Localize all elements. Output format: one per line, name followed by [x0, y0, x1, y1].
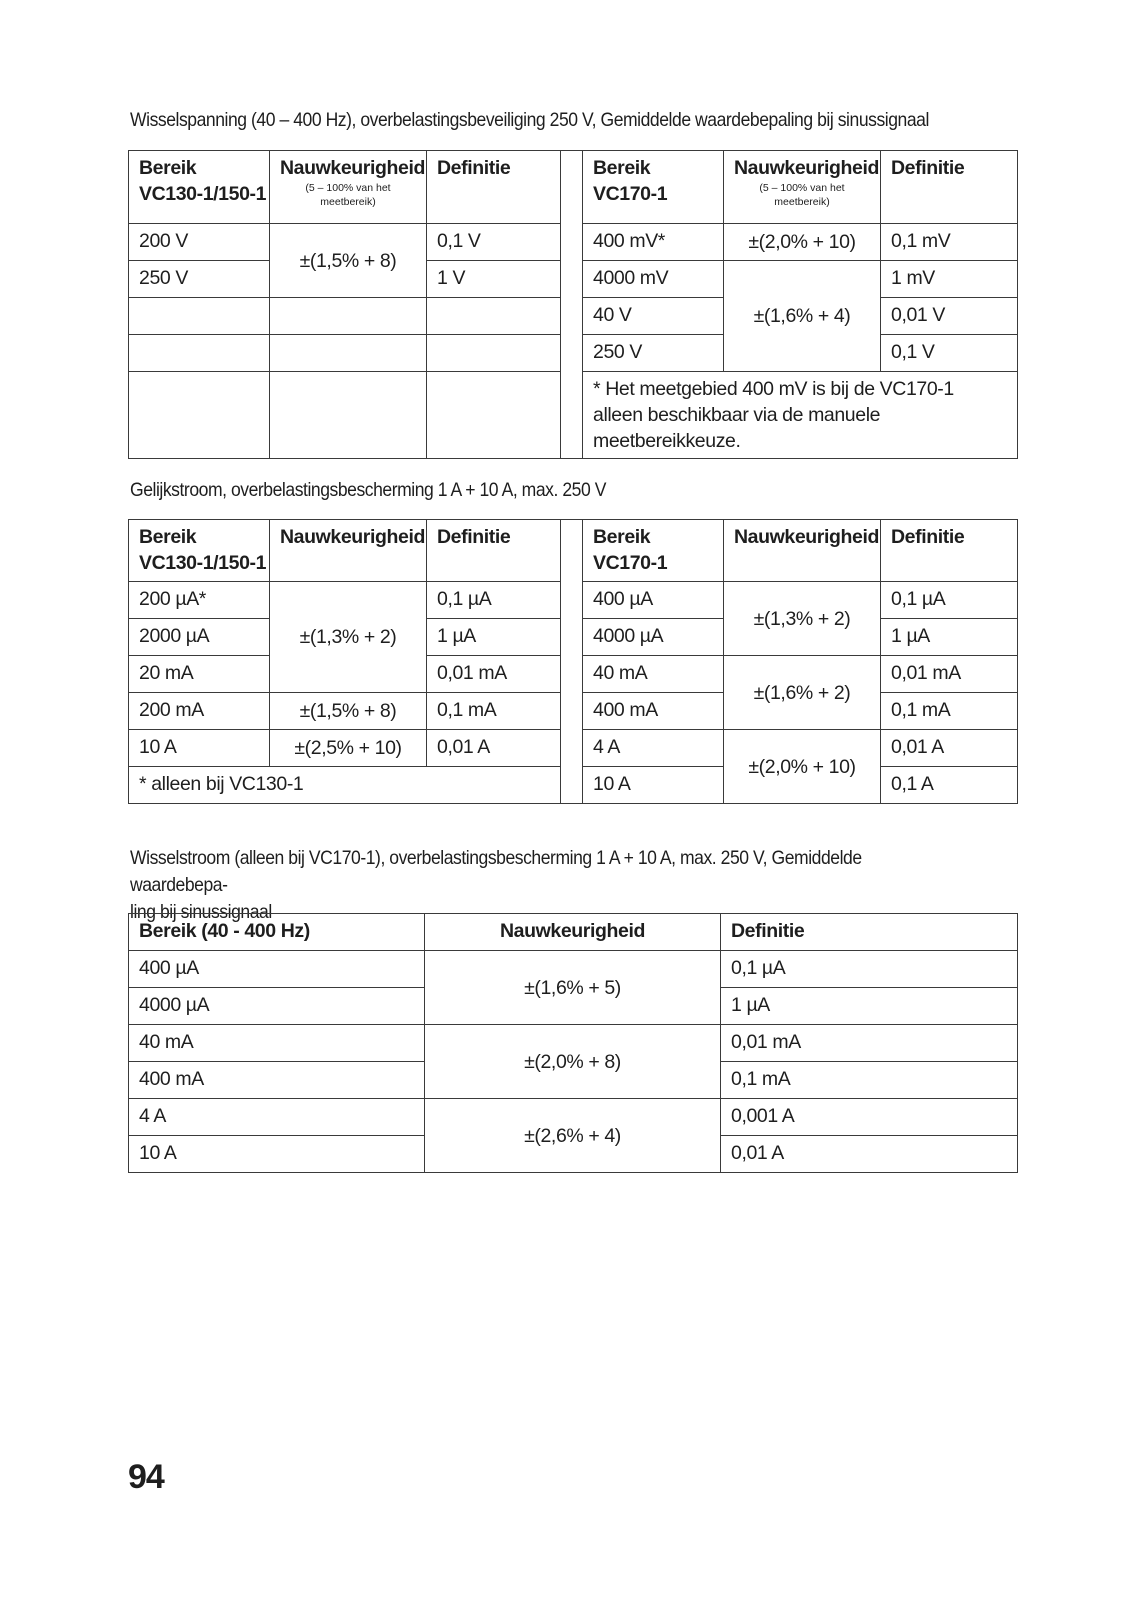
header-range-left: Bereik VC130-1/150-1: [129, 151, 270, 224]
header-accuracy: Nauwkeurigheid: [425, 914, 721, 951]
cell-accuracy: ±(2,5% + 10): [270, 730, 427, 767]
table-divider: [561, 151, 583, 459]
cell-definition: 1 V: [427, 261, 561, 298]
header-range: Bereik (40 - 400 Hz): [129, 914, 425, 951]
cell-range: 250 V: [129, 261, 270, 298]
cell-empty: [427, 298, 561, 335]
cell-range: 4 A: [583, 730, 724, 767]
cell-definition: 1 µA: [721, 988, 1018, 1025]
section-caption-ac-voltage: Wisselspanning (40 – 400 Hz), overbelastingsbeveiliging 250 V, Gemiddelde waardebepaling bij sinussignaal: [130, 109, 929, 131]
cell-empty: [270, 372, 427, 459]
header-range-right: Bereik VC170-1: [583, 151, 724, 224]
cell-range: 20 mA: [129, 656, 270, 693]
cell-empty: [270, 335, 427, 372]
cell-accuracy: ±(1,3% + 2): [270, 582, 427, 693]
header-accuracy-left: Nauwkeurigheid (5 – 100% van het meetbereik): [270, 151, 427, 224]
table-row: [129, 1099, 1018, 1136]
header-definition-right: Definitie: [881, 151, 1018, 224]
cell-accuracy: ±(1,5% + 8): [270, 224, 427, 298]
cell-definition: 0,01 V: [881, 298, 1018, 335]
header-accuracy-right: Nauwkeurigheid (5 – 100% van het meetbereik): [724, 151, 881, 224]
header-definition: Definitie: [721, 914, 1018, 951]
header-definition-left: Definitie: [427, 151, 561, 224]
section-caption-dc-current: Gelijkstroom, overbelastingsbescherming 1 A + 10 A, max. 250 V: [130, 479, 606, 501]
dc-current-table: [128, 519, 1018, 804]
cell-accuracy: ±(1,6% + 4): [724, 261, 881, 372]
cell-empty: [427, 335, 561, 372]
cell-definition: 0,1 µA: [427, 582, 561, 619]
table-header-row: [129, 520, 1018, 582]
table-row: [129, 1025, 1018, 1062]
cell-empty: [270, 298, 427, 335]
table-footnote: * alleen bij VC130-1: [129, 767, 561, 804]
cell-definition: 1 mV: [881, 261, 1018, 298]
cell-range: 200 mA: [129, 693, 270, 730]
cell-range: 4 A: [129, 1099, 425, 1136]
cell-empty: [129, 298, 270, 335]
cell-empty: [129, 372, 270, 459]
cell-definition: 0,1 V: [427, 224, 561, 261]
cell-range: 200 V: [129, 224, 270, 261]
cell-definition: 1 µA: [427, 619, 561, 656]
cell-range: 4000 µA: [129, 988, 425, 1025]
header-range-left: Bereik VC130-1/150-1: [129, 520, 270, 582]
cell-accuracy: ±(1,5% + 8): [270, 693, 427, 730]
cell-range: 400 mA: [583, 693, 724, 730]
cell-range: 2000 µA: [129, 619, 270, 656]
cell-range: 10 A: [129, 1136, 425, 1173]
header-definition-left: Definitie: [427, 520, 561, 582]
cell-empty: [427, 372, 561, 459]
table-header-row: [129, 151, 1018, 224]
header-accuracy-note: (5 – 100% van het meetbereik): [759, 182, 845, 208]
header-range-right: Bereik VC170-1: [583, 520, 724, 582]
section-caption-ac-current: Wisselstroom (alleen bij VC170-1), overbelastingsbescherming 1 A + 10 A, max. 250 V, Gemiddelde waardebepa- ling bij sinussignaal: [130, 847, 862, 923]
header-accuracy-note: (5 – 100% van het meetbereik): [305, 182, 391, 208]
cell-empty: [129, 335, 270, 372]
cell-accuracy: ±(1,6% + 2): [724, 656, 881, 730]
table-divider: [561, 520, 583, 804]
table-row: [129, 951, 1018, 988]
cell-accuracy: ±(2,0% + 10): [724, 224, 881, 261]
cell-range: 400 mV*: [583, 224, 724, 261]
page-number: 94: [128, 1458, 164, 1496]
cell-range: 400 mA: [129, 1062, 425, 1099]
cell-range: 40 mA: [129, 1025, 425, 1062]
cell-range: 4000 µA: [583, 619, 724, 656]
cell-range: 400 µA: [129, 951, 425, 988]
cell-definition: 0,1 V: [881, 335, 1018, 372]
cell-range: 40 mA: [583, 656, 724, 693]
table-footnote: * Het meetgebied 400 mV is bij de VC170-1 alleen beschikbaar via de manuele meetbereikkeuze.: [583, 372, 1018, 459]
cell-definition: 0,001 A: [721, 1099, 1018, 1136]
cell-definition: 0,01 A: [721, 1136, 1018, 1173]
cell-definition: 0,1 A: [881, 767, 1018, 804]
cell-definition: 0,01 mA: [427, 656, 561, 693]
cell-accuracy: ±(1,6% + 5): [425, 951, 721, 1025]
cell-range: 10 A: [129, 730, 270, 767]
cell-definition: 1 µA: [881, 619, 1018, 656]
cell-range: 250 V: [583, 335, 724, 372]
cell-accuracy: ±(2,6% + 4): [425, 1099, 721, 1173]
cell-range: 40 V: [583, 298, 724, 335]
cell-definition: 0,1 mA: [881, 693, 1018, 730]
cell-range: 200 µA*: [129, 582, 270, 619]
cell-definition: 0,1 µA: [881, 582, 1018, 619]
cell-definition: 0,1 µA: [721, 951, 1018, 988]
header-definition-right: Definitie: [881, 520, 1018, 582]
cell-definition: 0,01 A: [881, 730, 1018, 767]
ac-voltage-table: [128, 150, 1018, 459]
cell-accuracy: ±(1,3% + 2): [724, 582, 881, 656]
cell-range: 4000 mV: [583, 261, 724, 298]
cell-range: 10 A: [583, 767, 724, 804]
cell-definition: 0,1 mV: [881, 224, 1018, 261]
cell-definition: 0,01 A: [427, 730, 561, 767]
header-accuracy-left: Nauwkeurigheid: [270, 520, 427, 582]
cell-accuracy: ±(2,0% + 8): [425, 1025, 721, 1099]
cell-definition: 0,1 mA: [427, 693, 561, 730]
table-header-row: [129, 914, 1018, 951]
cell-range: 400 µA: [583, 582, 724, 619]
header-accuracy-right: Nauwkeurigheid: [724, 520, 881, 582]
cell-definition: 0,01 mA: [881, 656, 1018, 693]
ac-current-table: [128, 913, 1018, 1173]
cell-accuracy: ±(2,0% + 10): [724, 730, 881, 804]
cell-definition: 0,1 mA: [721, 1062, 1018, 1099]
cell-definition: 0,01 mA: [721, 1025, 1018, 1062]
